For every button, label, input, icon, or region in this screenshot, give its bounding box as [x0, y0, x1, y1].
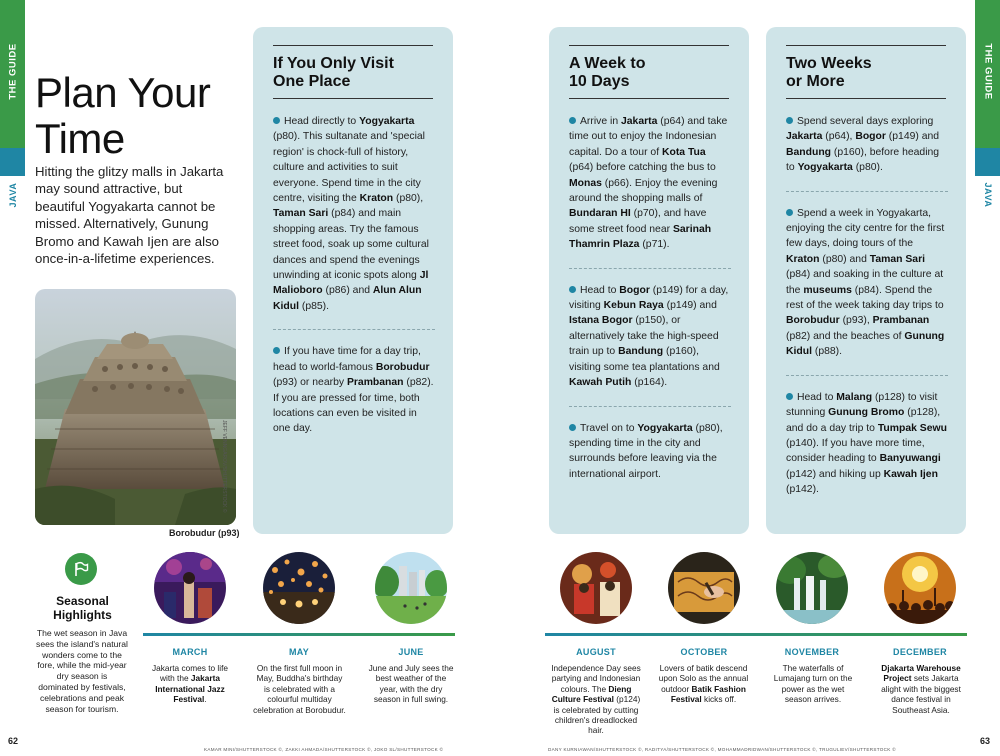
photo-caption: Borobudur (p93) [169, 528, 240, 538]
place-name: Prambanan [346, 377, 404, 389]
region-label-left: JAVA [8, 182, 18, 208]
seasonal-text: The wet season in Java sees the island's natural wonders come to the fore, while the mid-year dry season is dominated by festivals, celebrations and peak season for tourism. [36, 628, 128, 714]
guide-tab-label: THE GUIDE [7, 43, 19, 100]
seasonal-title-line: Highlights [53, 608, 112, 622]
place-name: Gunung Kidul [786, 330, 945, 358]
text-run: (p64) before catching the bus to [569, 162, 716, 174]
card-title-line: A Week to [569, 55, 646, 72]
card-title [569, 55, 645, 91]
place-name: Djakarta Warehouse Project [881, 663, 961, 684]
text-run: (p160), visiting some tea plantations and [569, 346, 720, 373]
place-name: Bogor [855, 131, 886, 143]
place-name: Yogyakarta [359, 116, 415, 127]
text-run: (p80). This sultanate and 'special region' is chock-full of history, culture and activities to suit everyone. Spend time in the city centre, visiting the [273, 131, 425, 205]
text-run: (p93) or nearby [273, 377, 347, 389]
text-run: (p80) and [819, 253, 870, 265]
place-name: Monas [569, 177, 602, 189]
text-run: Independence Day sees partying and Indonesian colours. The [551, 663, 641, 694]
section-tab-right [975, 148, 1000, 176]
card-title [273, 55, 394, 91]
place-name: Jakarta [786, 131, 823, 143]
month-photo-november [776, 552, 848, 624]
bullet-dot-icon [273, 347, 280, 354]
page-title [35, 70, 210, 162]
card-rule [273, 45, 433, 46]
section-tab-left [0, 148, 25, 176]
card-rule [786, 98, 946, 99]
itinerary-paragraph [786, 206, 948, 360]
text-run: (p85). [298, 300, 330, 312]
card-body [273, 114, 435, 452]
text-run: Head to [580, 284, 620, 296]
photo-credits-left: KAMAR MINI/SHUTTERSTOCK ©, ZAKKI AHMADA/SHUTTERSTOCK ©, JOKO SL/SHUTTERSTOCK © [204, 747, 444, 752]
text-run: Arrive in [580, 116, 621, 127]
place-name: Gunung Bromo [828, 407, 905, 419]
text-run: (p80), spending time in the city and surrounds before leaving via the international airport. [569, 422, 723, 480]
card-title-line: Two Weeks [786, 55, 872, 72]
place-name: Prambanan [872, 315, 930, 327]
paragraph-divider [569, 406, 731, 407]
text-run: If you have time for a day trip, head to world-famous [273, 346, 421, 373]
card-rule [569, 45, 729, 46]
paragraph-divider [786, 375, 948, 376]
intro-text: Hitting the glitzy malls in Jakarta may sound attractive, but beautiful Yogyakarta cannot be missed. Alternatively, Gunung Bromo and Kawah Ijen are also once-in-a-lifetime experiences. [35, 164, 224, 267]
text-run: Jakarta comes to life with the [151, 663, 229, 684]
text-run: (p142). [786, 484, 819, 496]
card-body [786, 114, 948, 513]
month-text-may [253, 663, 346, 715]
place-name: Bandung [618, 346, 664, 358]
card-title-line: or More [786, 73, 845, 90]
month-label-december: DECEMBER [893, 647, 947, 657]
text-run: Head directly to [284, 116, 360, 127]
card-rule [569, 98, 729, 99]
card-title-line: If You Only Visit [273, 55, 394, 72]
place-name: Bundaran HI [569, 208, 631, 220]
guide-tab-label: THE GUIDE [982, 43, 994, 100]
itinerary-paragraph [569, 421, 731, 483]
paragraph-divider [786, 191, 948, 192]
itinerary-paragraph [569, 114, 731, 253]
text-run: (p140). If you have more time, consider heading to [786, 437, 925, 465]
text-run: Spend a week in Yogyakarta, enjoying the city centre for the first few days, doing tours of the [786, 207, 945, 250]
timeline-bar-right [545, 633, 967, 636]
itinerary-paragraph [786, 390, 948, 498]
page-title-line: Time [35, 115, 125, 162]
text-run: (p124) is celebrated by cutting children's dreadlocked hair. [553, 694, 641, 736]
bullet-dot-icon [786, 209, 793, 216]
paragraph-divider [273, 329, 435, 330]
month-label-august: AUGUST [576, 647, 616, 657]
place-name: Borobudur [375, 361, 430, 373]
place-name: Jl Malioboro [273, 270, 429, 297]
text-run: Lovers of batik descend upon Solo as the annual outdoor [658, 663, 749, 694]
month-text-june [366, 663, 456, 705]
place-name: Jakarta [621, 116, 658, 127]
text-run: (p128), and do a day trip to [786, 407, 941, 434]
itinerary-paragraph [273, 114, 435, 314]
place-name: Malang [836, 391, 873, 403]
text-run: The waterfalls of Lumajang turn on the power as the wet season arrives. [773, 663, 853, 705]
region-label-right: JAVA [983, 182, 993, 208]
bullet-dot-icon [569, 424, 576, 431]
flag-icon [65, 553, 97, 585]
guide-tab-right [975, 0, 1000, 148]
text-run: (p80), [393, 193, 424, 205]
month-photo-october [668, 552, 740, 624]
month-label-may: MAY [288, 647, 310, 657]
text-run: On the first full moon in May, Buddha's birthday is celebrated with a colourful multiday celebration at Borobudur. [253, 663, 346, 715]
page-number-left: 62 [8, 736, 19, 746]
text-run: (p66). Enjoy the evening around the shopping malls of [569, 177, 718, 205]
card-rule [273, 98, 433, 99]
month-text-october [656, 663, 751, 705]
text-run: June and July sees the best weather of the year, with the dry season in full swing. [368, 663, 454, 705]
place-name: Bandung [786, 146, 832, 158]
bullet-dot-icon [569, 117, 576, 124]
timeline-bar-left [143, 633, 455, 636]
place-name: Sarinah Thamrin Plaza [569, 223, 712, 251]
itinerary-paragraph [786, 114, 948, 176]
text-run: (p84) and soaking in the culture at the [786, 269, 944, 296]
place-name: Kraton [359, 193, 394, 205]
place-name: Borobudur [786, 315, 840, 327]
month-text-march [148, 663, 232, 705]
text-run: (p149) and [885, 131, 940, 143]
text-run: (p82) and the beaches of [786, 330, 905, 342]
place-name: Jakarta International Jazz Festival [155, 673, 225, 705]
month-photo-december [884, 552, 956, 624]
place-name: Taman Sari [273, 208, 329, 220]
place-name: Kebun Raya [603, 300, 664, 312]
text-run: (p149) for a day, visiting [569, 284, 729, 312]
text-run: (p84) and main shopping areas. Try the famous street food, soak up some cultural dances and spend the evenings unwinding at iconic spots along [273, 208, 429, 282]
bullet-dot-icon [569, 286, 576, 293]
text-run: . [204, 694, 207, 705]
text-run: (p164). [631, 377, 668, 389]
place-name: Kota Tua [662, 146, 706, 158]
text-run: Head to [797, 391, 837, 403]
text-run: (p149) and [663, 300, 717, 312]
photo-credit: JEFF VENNGAROV/SHUTTERSTOCK © [221, 420, 227, 513]
place-name: Taman Sari [869, 253, 925, 265]
bullet-dot-icon [786, 117, 793, 124]
text-run: Spend several days exploring [797, 116, 934, 127]
card-rule [786, 45, 946, 46]
card-title-line: 10 Days [569, 73, 630, 90]
text-run: sets Jakarta alight with the biggest dance festival in Southeast Asia. [881, 673, 961, 715]
borobudur-photo [35, 289, 236, 525]
month-photo-march [154, 552, 226, 624]
month-label-october: OCTOBER [680, 647, 728, 657]
place-name: Dieng Culture Festival [551, 683, 632, 705]
text-run: (p70), and have some street food near [569, 208, 707, 235]
month-text-december [874, 663, 968, 715]
text-run: (p64) and take time out to enjoy the Indonesian capital. Do a tour of [569, 116, 728, 158]
month-text-november [769, 663, 857, 705]
place-name: Alun Alun Kidul [273, 285, 422, 312]
place-name: Tumpak Sewu [877, 422, 947, 434]
text-run: (p80). [852, 162, 883, 174]
text-run: (p82). If you are pressed for time, both locations can even be visited in one day. [273, 377, 434, 435]
month-label-march: MARCH [172, 647, 208, 657]
seasonal-title [40, 594, 125, 622]
place-name: Istana Bogor [569, 315, 633, 327]
month-label-november: NOVEMBER [784, 647, 840, 657]
card-title-line: One Place [273, 73, 351, 90]
text-run: (p142) and hiking up [786, 468, 884, 480]
text-run: Travel on to [580, 422, 638, 434]
page-number-right: 63 [980, 736, 991, 746]
text-run: (p64), [822, 131, 856, 143]
place-name: Yogyakarta [637, 422, 693, 434]
seasonal-title-line: Seasonal [56, 594, 109, 608]
paragraph-divider [569, 268, 731, 269]
month-photo-june [375, 552, 447, 624]
month-photo-august [560, 552, 632, 624]
text-run: (p160), before heading to [786, 146, 940, 174]
bullet-dot-icon [273, 117, 280, 124]
place-name: Kawah Ijen [883, 468, 938, 480]
text-run: (p150), or alternatively take the high-speed train up to [569, 315, 719, 358]
place-name: Banyuwangi [879, 453, 941, 465]
photo-credits-right: DANY KURNIAWAN/SHUTTERSTOCK ©, RADITYA/SHUTTERSTOCK ©, MOHAMMADRIDWAN/SHUTTERSTOCK ©, TRUGULIEV/SHUTTERSTOCK © [548, 747, 896, 752]
itinerary-card-one-place [253, 27, 453, 534]
month-text-august [548, 663, 644, 736]
page-title-line: Plan Your [35, 69, 211, 116]
itinerary-card-two-weeks [766, 27, 966, 534]
text-run: (p84). Spend the rest of the week taking day trips to [786, 284, 944, 312]
text-run: (p86) and [322, 285, 373, 297]
place-name: museums [803, 284, 852, 296]
month-photo-may [263, 552, 335, 624]
place-name: Kawah Putih [569, 377, 632, 389]
itinerary-paragraph [273, 344, 435, 436]
card-title [786, 55, 872, 91]
place-name: Yogyakarta [797, 162, 853, 174]
bullet-dot-icon [786, 393, 793, 400]
card-body [569, 114, 731, 497]
month-label-june: JUNE [398, 647, 424, 657]
text-run: (p128) to visit stunning [786, 391, 938, 419]
place-name: Bogor [619, 284, 650, 296]
guide-tab-left [0, 0, 25, 148]
itinerary-paragraph [569, 283, 731, 391]
itinerary-card-week [549, 27, 749, 534]
text-run: (p71). [639, 239, 670, 251]
place-name: Kraton [786, 253, 820, 265]
place-name: Batik Fashion Festival [670, 683, 746, 705]
text-run: (p88). [811, 346, 843, 358]
text-run: kicks off. [701, 694, 737, 705]
text-run: (p93), [839, 315, 873, 327]
